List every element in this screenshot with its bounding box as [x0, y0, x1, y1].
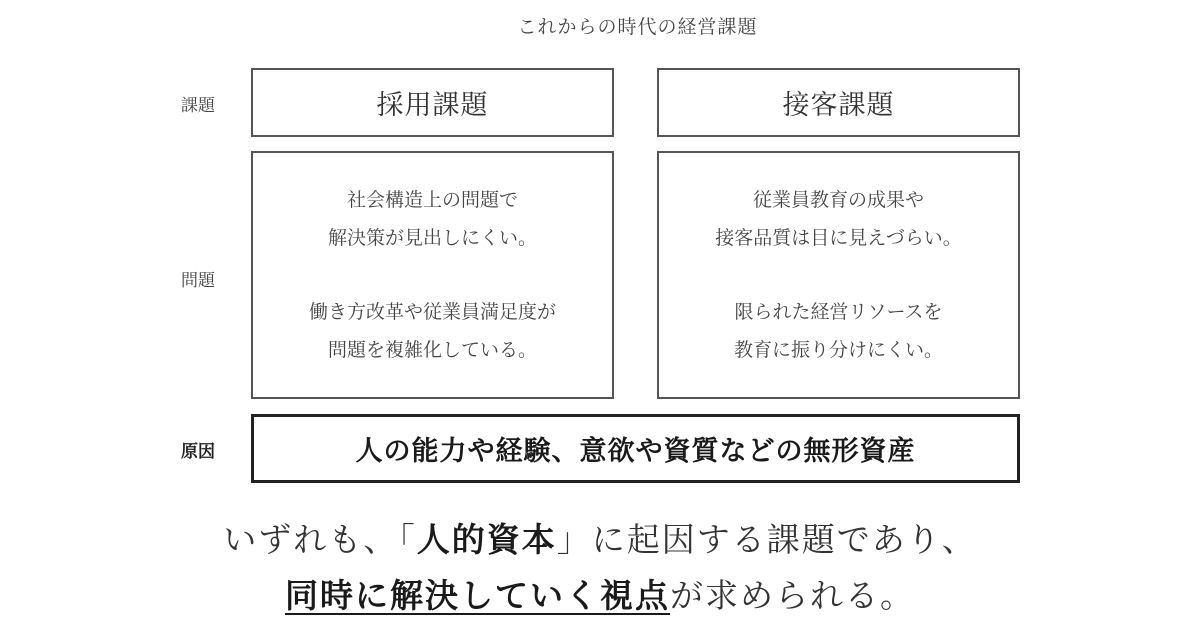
problem-text: 働き方改革や従業員満足度が: [308, 301, 556, 323]
simultaneous-solution-emphasis: 同時に解決していく視点: [285, 576, 670, 615]
issue-box-customer-service: [657, 68, 1020, 137]
cause-text: 人の能力や経験、意欲や資質などの無形資産: [355, 436, 916, 467]
row-label-issue: 課題: [181, 96, 215, 116]
human-capital-emphasis: 人的資本: [416, 520, 557, 559]
issue-box-recruitment: [251, 68, 614, 137]
conclusion-line-2: [0, 570, 1200, 617]
row-label-cause: 原因: [181, 442, 215, 462]
problem-text: 従業員教育の成果や: [752, 189, 924, 211]
conclusion-text: が求められる。: [670, 576, 915, 615]
problem-text: 社会構造上の問題で: [346, 189, 518, 211]
problem-text: 解決策が見出しにくい。: [327, 227, 537, 249]
issue-heading-customer-service: 接客課題: [782, 90, 895, 121]
problem-text: 接客品質は目に見えづらい。: [715, 227, 962, 249]
cause-box: [251, 414, 1020, 483]
problem-text: 問題を複雑化している。: [327, 339, 537, 361]
problem-box-recruitment: [251, 151, 614, 399]
row-label-problem: 問題: [181, 271, 215, 291]
problem-box-customer-service: [657, 151, 1020, 399]
conclusion-line-1: [0, 514, 1200, 561]
problem-text: 限られた経営リソースを: [734, 301, 943, 323]
issue-heading-recruitment: 採用課題: [376, 90, 489, 121]
conclusion-text: に起因する課題であり、: [591, 520, 977, 559]
conclusion-text: いずれも、: [223, 520, 399, 559]
diagram-title: これからの時代の経営課題: [517, 16, 758, 38]
problem-text: 教育に振り分けにくい。: [733, 339, 943, 361]
quote-close: 」: [556, 520, 592, 559]
quote-open: 「: [398, 520, 417, 559]
